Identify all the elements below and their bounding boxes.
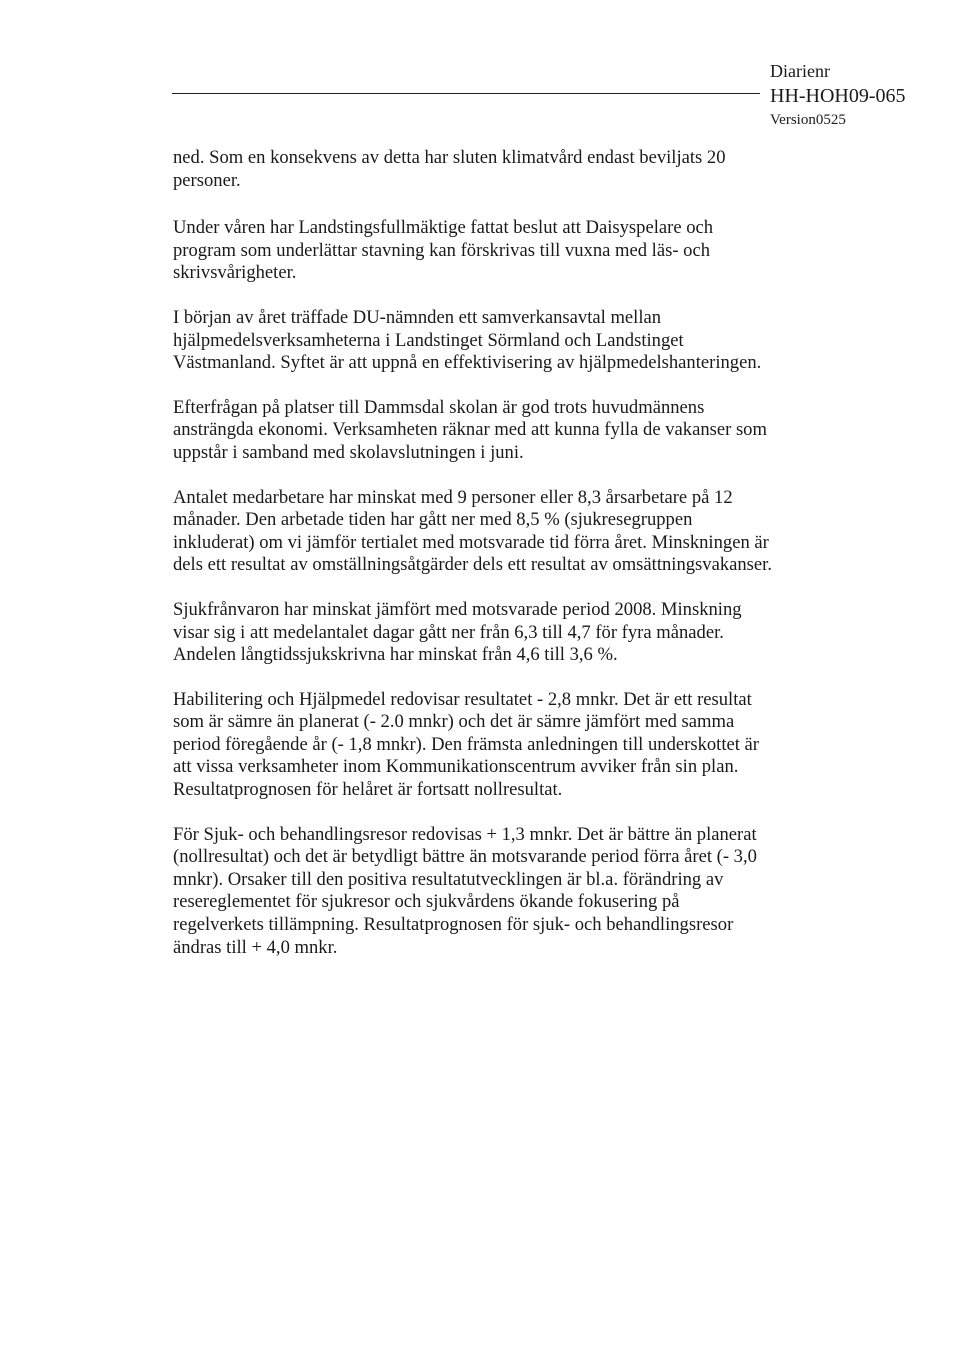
paragraph-staff-count: Antalet medarbetare har minskat med 9 personer eller 8,3 årsarbetare på 12 månader. Den arbetade tiden har gått ner med 8,5 % (sjukresegruppen inkluderat) om vi jämför tertialet med motsvarade tid förra året. Minskningen är dels ett resultat av omställningsåtgärder dels ett resultat av omsättningsvakanser.	[173, 486, 772, 576]
paragraph-climate-care: ned. Som en konsekvens av detta har sluten klimatvård endast beviljats 20 personer.	[173, 147, 726, 191]
diarienr-label: Diarienr	[770, 61, 830, 81]
document-reference-block	[770, 62, 950, 128]
paragraph-cooperation-agreement: I början av året träffade DU-nämnden ett samverkansavtal mellan hjälpmedelsverksamheterna i Landstinget Sörmland och Landstinget Västmanland. Syftet är att uppnå en effektivisering av hjälpmedelshanteringen.	[173, 306, 762, 374]
paragraph-habilitation-result: Habilitering och Hjälpmedel redovisar resultatet - 2,8 mnkr. Det är ett resultat som är sämre än planerat (- 2.0 mnkr) och det är sämre jämfört med samma period föregående år (- 1,8 mnkr). Den främsta anledningen till underskottet är att vissa verksamheter inom Kommunikationscentrum avviker från sin plan. Resultatprognosen för helåret är fortsatt nollresultat.	[173, 688, 760, 801]
paragraph-sick-leave: Sjukfrånvaron har minskat jämfört med motsvarade period 2008. Minskning visar sig i att medelantalet dagar gått ner från 6,3 till 4,7 för fyra månader. Andelen långtidssjukskrivna har minskat från 4,6 till 3,6 %.	[173, 598, 742, 666]
header-rule	[172, 93, 760, 94]
diarienr-number: HH-HOH09-065	[770, 85, 906, 107]
paragraph-dammsdal-school: Efterfrågan på platser till Dammsdal skolan är god trots huvudmännens ansträngda ekonomi. Verksamheten räknar med att kunna fylla de vakanser som uppstår i samband med skolavslutningen i juni.	[173, 396, 767, 463]
paragraph-daisy-players: Under våren har Landstingsfullmäktige fattat beslut att Daisyspelare och program som underlättar stavning kan förskrivas till vuxna med läs- och skrivsvårigheter.	[173, 217, 714, 284]
document-version: Version0525	[770, 112, 846, 128]
paragraph-travel-result: För Sjuk- och behandlingsresor redovisas + 1,3 mnkr. Det är bättre än planerat (nollresultat) och det är betydligt bättre än motsvarande period förra året (- 3,0 mnkr). Orsaker till den positiva resultatutvecklingen är bl.a. förändring av resereglementet för sjukresor och sjukvårdens ökande fokusering på regelverkets tillämpning. Resultatprognosen för sjuk- och behandlingsresor ändras till + 4,0 mnkr.	[173, 823, 757, 958]
document-body	[173, 147, 773, 981]
